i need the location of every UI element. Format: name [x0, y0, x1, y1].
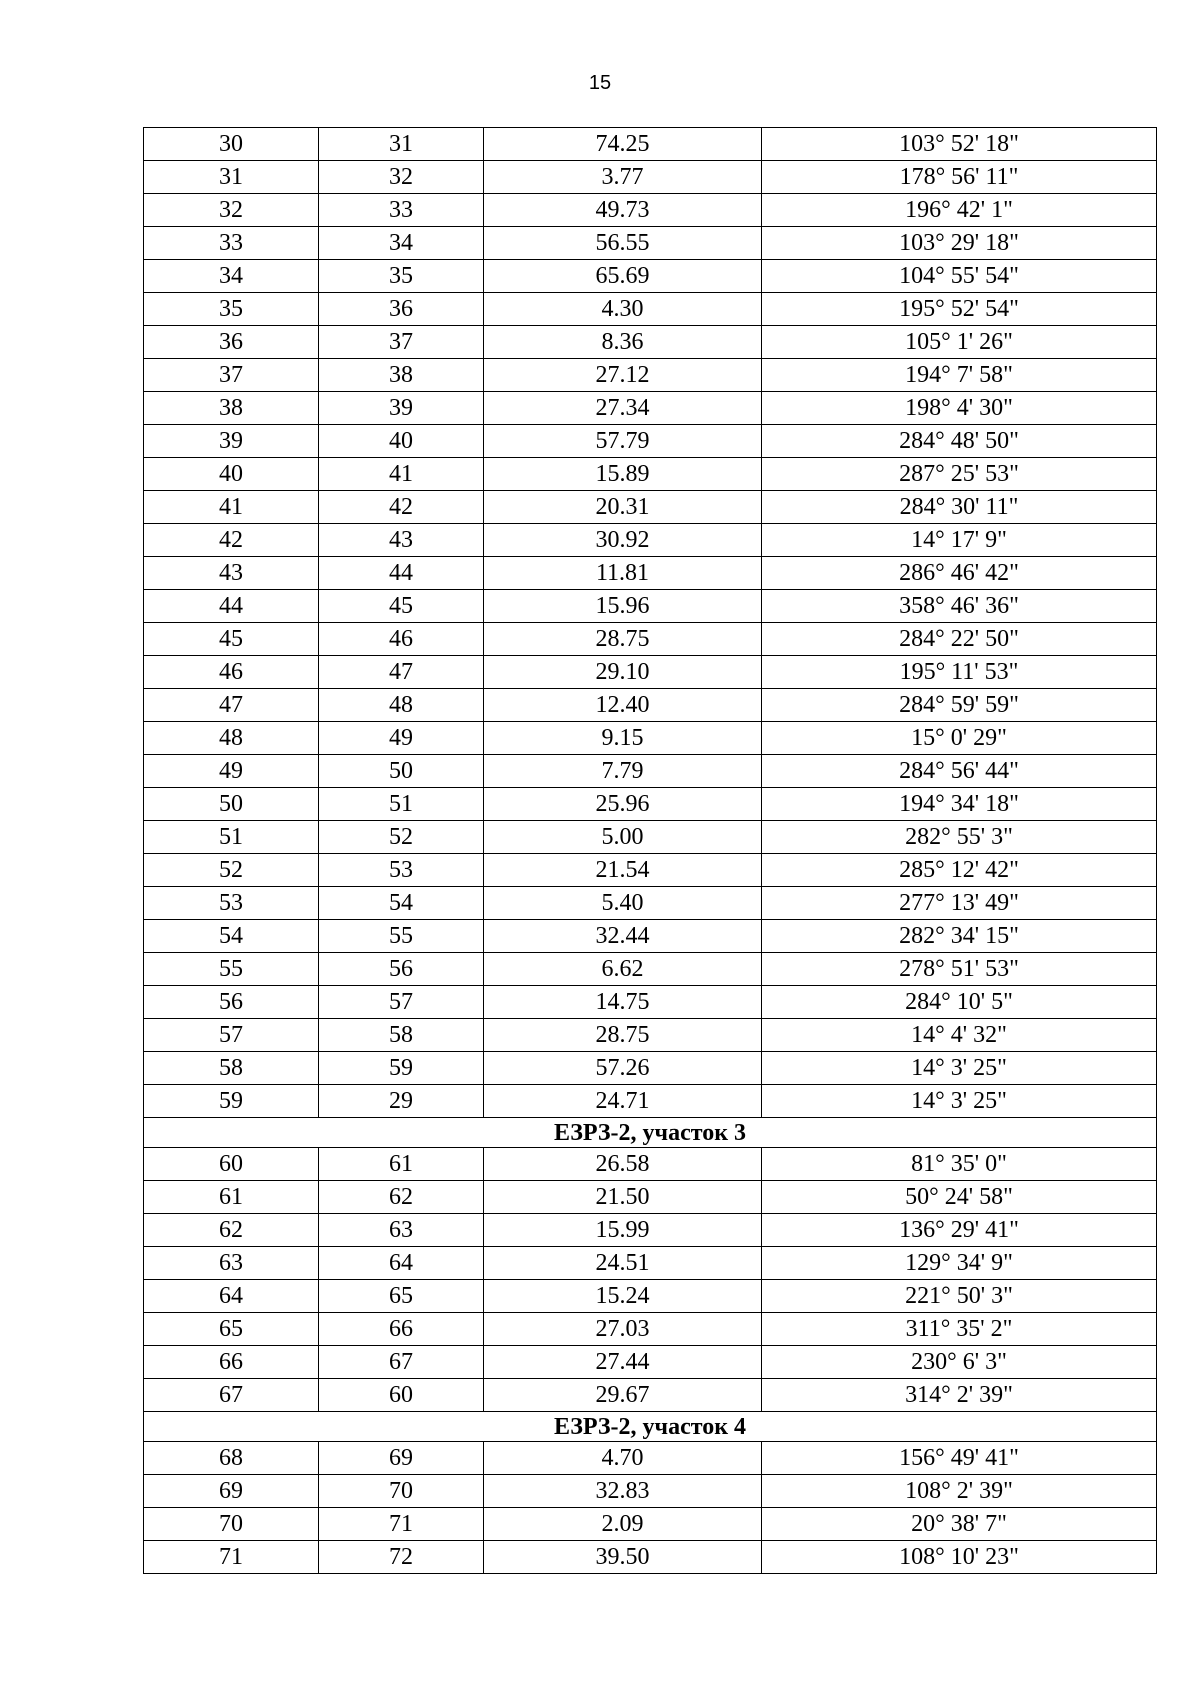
table-row [144, 887, 1157, 920]
table-row [144, 1508, 1157, 1541]
length-cell: 9.15 [484, 722, 762, 755]
from-point-cell: 40 [144, 458, 319, 491]
table-row [144, 656, 1157, 689]
bearing-cell: 198° 4' 30" [762, 392, 1157, 425]
to-point-cell: 39 [319, 392, 484, 425]
table-row [144, 953, 1157, 986]
bearing-cell: 194° 7' 58" [762, 359, 1157, 392]
bearing-cell: 14° 17' 9" [762, 524, 1157, 557]
length-cell: 39.50 [484, 1541, 762, 1574]
from-point-cell: 55 [144, 953, 319, 986]
to-point-cell: 63 [319, 1214, 484, 1247]
from-point-cell: 37 [144, 359, 319, 392]
bearing-cell: 103° 29' 18" [762, 227, 1157, 260]
bearing-cell: 104° 55' 54" [762, 260, 1157, 293]
from-point-cell: 45 [144, 623, 319, 656]
bearing-cell: 284° 10' 5" [762, 986, 1157, 1019]
to-point-cell: 42 [319, 491, 484, 524]
length-cell: 7.79 [484, 755, 762, 788]
bearing-cell: 284° 59' 59" [762, 689, 1157, 722]
from-point-cell: 33 [144, 227, 319, 260]
survey-table [143, 127, 1157, 1574]
bearing-cell: 136° 29' 41" [762, 1214, 1157, 1247]
table-row [144, 392, 1157, 425]
length-cell: 15.96 [484, 590, 762, 623]
to-point-cell: 60 [319, 1379, 484, 1412]
table-row [144, 326, 1157, 359]
length-cell: 49.73 [484, 194, 762, 227]
from-point-cell: 43 [144, 557, 319, 590]
table-row [144, 623, 1157, 656]
from-point-cell: 65 [144, 1313, 319, 1346]
table-row [144, 425, 1157, 458]
page-number: 15 [588, 72, 612, 94]
to-point-cell: 34 [319, 227, 484, 260]
bearing-cell: 286° 46' 42" [762, 557, 1157, 590]
to-point-cell: 52 [319, 821, 484, 854]
to-point-cell: 49 [319, 722, 484, 755]
section-header: ЕЗРЗ-2, участок 3 [144, 1118, 1157, 1148]
to-point-cell: 44 [319, 557, 484, 590]
to-point-cell: 54 [319, 887, 484, 920]
survey-table-body [144, 128, 1157, 1574]
from-point-cell: 47 [144, 689, 319, 722]
bearing-cell: 196° 42' 1" [762, 194, 1157, 227]
to-point-cell: 56 [319, 953, 484, 986]
table-row [144, 1280, 1157, 1313]
length-cell: 27.44 [484, 1346, 762, 1379]
length-cell: 3.77 [484, 161, 762, 194]
table-row [144, 128, 1157, 161]
bearing-cell: 358° 46' 36" [762, 590, 1157, 623]
length-cell: 24.71 [484, 1085, 762, 1118]
table-row [144, 1052, 1157, 1085]
table-row [144, 1313, 1157, 1346]
length-cell: 2.09 [484, 1508, 762, 1541]
bearing-cell: 287° 25' 53" [762, 458, 1157, 491]
table-row [144, 821, 1157, 854]
bearing-cell: 195° 52' 54" [762, 293, 1157, 326]
section-header: ЕЗРЗ-2, участок 4 [144, 1412, 1157, 1442]
from-point-cell: 31 [144, 161, 319, 194]
length-cell: 20.31 [484, 491, 762, 524]
from-point-cell: 54 [144, 920, 319, 953]
bearing-cell: 105° 1' 26" [762, 326, 1157, 359]
table-row [144, 1214, 1157, 1247]
length-cell: 21.50 [484, 1181, 762, 1214]
from-point-cell: 51 [144, 821, 319, 854]
from-point-cell: 56 [144, 986, 319, 1019]
bearing-cell: 284° 30' 11" [762, 491, 1157, 524]
table-row [144, 194, 1157, 227]
to-point-cell: 41 [319, 458, 484, 491]
from-point-cell: 50 [144, 788, 319, 821]
length-cell: 30.92 [484, 524, 762, 557]
length-cell: 27.34 [484, 392, 762, 425]
section-header-row [144, 1412, 1157, 1442]
to-point-cell: 69 [319, 1442, 484, 1475]
to-point-cell: 31 [319, 128, 484, 161]
table-row [144, 1085, 1157, 1118]
from-point-cell: 66 [144, 1346, 319, 1379]
from-point-cell: 39 [144, 425, 319, 458]
from-point-cell: 44 [144, 590, 319, 623]
to-point-cell: 67 [319, 1346, 484, 1379]
bearing-cell: 129° 34' 9" [762, 1247, 1157, 1280]
from-point-cell: 70 [144, 1508, 319, 1541]
length-cell: 8.36 [484, 326, 762, 359]
length-cell: 26.58 [484, 1148, 762, 1181]
table-row [144, 788, 1157, 821]
length-cell: 74.25 [484, 128, 762, 161]
bearing-cell: 14° 4' 32" [762, 1019, 1157, 1052]
table-row [144, 359, 1157, 392]
to-point-cell: 45 [319, 590, 484, 623]
bearing-cell: 15° 0' 29" [762, 722, 1157, 755]
from-point-cell: 32 [144, 194, 319, 227]
to-point-cell: 47 [319, 656, 484, 689]
to-point-cell: 43 [319, 524, 484, 557]
bearing-cell: 108° 2' 39" [762, 1475, 1157, 1508]
from-point-cell: 69 [144, 1475, 319, 1508]
from-point-cell: 30 [144, 128, 319, 161]
to-point-cell: 38 [319, 359, 484, 392]
table-row [144, 161, 1157, 194]
length-cell: 28.75 [484, 1019, 762, 1052]
from-point-cell: 61 [144, 1181, 319, 1214]
bearing-cell: 284° 22' 50" [762, 623, 1157, 656]
table-row [144, 1379, 1157, 1412]
to-point-cell: 51 [319, 788, 484, 821]
bearing-cell: 156° 49' 41" [762, 1442, 1157, 1475]
to-point-cell: 66 [319, 1313, 484, 1346]
to-point-cell: 55 [319, 920, 484, 953]
from-point-cell: 34 [144, 260, 319, 293]
bearing-cell: 230° 6' 3" [762, 1346, 1157, 1379]
to-point-cell: 35 [319, 260, 484, 293]
length-cell: 12.40 [484, 689, 762, 722]
from-point-cell: 64 [144, 1280, 319, 1313]
from-point-cell: 52 [144, 854, 319, 887]
to-point-cell: 65 [319, 1280, 484, 1313]
to-point-cell: 40 [319, 425, 484, 458]
to-point-cell: 53 [319, 854, 484, 887]
to-point-cell: 46 [319, 623, 484, 656]
length-cell: 15.24 [484, 1280, 762, 1313]
length-cell: 56.55 [484, 227, 762, 260]
from-point-cell: 42 [144, 524, 319, 557]
to-point-cell: 72 [319, 1541, 484, 1574]
table-row [144, 1475, 1157, 1508]
length-cell: 25.96 [484, 788, 762, 821]
length-cell: 4.30 [484, 293, 762, 326]
length-cell: 4.70 [484, 1442, 762, 1475]
length-cell: 29.67 [484, 1379, 762, 1412]
bearing-cell: 285° 12' 42" [762, 854, 1157, 887]
length-cell: 65.69 [484, 260, 762, 293]
from-point-cell: 48 [144, 722, 319, 755]
table-row [144, 590, 1157, 623]
from-point-cell: 35 [144, 293, 319, 326]
table-row [144, 227, 1157, 260]
to-point-cell: 29 [319, 1085, 484, 1118]
length-cell: 24.51 [484, 1247, 762, 1280]
bearing-cell: 81° 35' 0" [762, 1148, 1157, 1181]
bearing-cell: 178° 56' 11" [762, 161, 1157, 194]
bearing-cell: 14° 3' 25" [762, 1052, 1157, 1085]
length-cell: 57.26 [484, 1052, 762, 1085]
table-row [144, 1148, 1157, 1181]
section-header-row [144, 1118, 1157, 1148]
bearing-cell: 277° 13' 49" [762, 887, 1157, 920]
to-point-cell: 50 [319, 755, 484, 788]
table-row [144, 1346, 1157, 1379]
length-cell: 32.83 [484, 1475, 762, 1508]
from-point-cell: 71 [144, 1541, 319, 1574]
length-cell: 29.10 [484, 656, 762, 689]
from-point-cell: 60 [144, 1148, 319, 1181]
from-point-cell: 62 [144, 1214, 319, 1247]
bearing-cell: 282° 55' 3" [762, 821, 1157, 854]
bearing-cell: 195° 11' 53" [762, 656, 1157, 689]
table-row [144, 755, 1157, 788]
length-cell: 6.62 [484, 953, 762, 986]
bearing-cell: 194° 34' 18" [762, 788, 1157, 821]
to-point-cell: 59 [319, 1052, 484, 1085]
length-cell: 14.75 [484, 986, 762, 1019]
table-row [144, 1247, 1157, 1280]
from-point-cell: 53 [144, 887, 319, 920]
table-row [144, 1442, 1157, 1475]
length-cell: 15.99 [484, 1214, 762, 1247]
bearing-cell: 221° 50' 3" [762, 1280, 1157, 1313]
to-point-cell: 64 [319, 1247, 484, 1280]
bearing-cell: 20° 38' 7" [762, 1508, 1157, 1541]
to-point-cell: 70 [319, 1475, 484, 1508]
length-cell: 28.75 [484, 623, 762, 656]
to-point-cell: 32 [319, 161, 484, 194]
from-point-cell: 67 [144, 1379, 319, 1412]
length-cell: 11.81 [484, 557, 762, 590]
table-row [144, 1181, 1157, 1214]
to-point-cell: 48 [319, 689, 484, 722]
from-point-cell: 58 [144, 1052, 319, 1085]
bearing-cell: 314° 2' 39" [762, 1379, 1157, 1412]
bearing-cell: 14° 3' 25" [762, 1085, 1157, 1118]
table-row [144, 524, 1157, 557]
length-cell: 27.03 [484, 1313, 762, 1346]
bearing-cell: 284° 56' 44" [762, 755, 1157, 788]
table-row [144, 491, 1157, 524]
from-point-cell: 63 [144, 1247, 319, 1280]
table-row [144, 1019, 1157, 1052]
bearing-cell: 311° 35' 2" [762, 1313, 1157, 1346]
length-cell: 15.89 [484, 458, 762, 491]
length-cell: 21.54 [484, 854, 762, 887]
to-point-cell: 57 [319, 986, 484, 1019]
bearing-cell: 103° 52' 18" [762, 128, 1157, 161]
length-cell: 57.79 [484, 425, 762, 458]
length-cell: 27.12 [484, 359, 762, 392]
length-cell: 5.00 [484, 821, 762, 854]
table-row [144, 293, 1157, 326]
length-cell: 32.44 [484, 920, 762, 953]
from-point-cell: 41 [144, 491, 319, 524]
to-point-cell: 58 [319, 1019, 484, 1052]
table-row [144, 722, 1157, 755]
table-row [144, 458, 1157, 491]
table-row [144, 689, 1157, 722]
from-point-cell: 49 [144, 755, 319, 788]
table-row [144, 557, 1157, 590]
to-point-cell: 71 [319, 1508, 484, 1541]
table-row [144, 986, 1157, 1019]
table-row [144, 920, 1157, 953]
bearing-cell: 50° 24' 58" [762, 1181, 1157, 1214]
table-row [144, 1541, 1157, 1574]
bearing-cell: 282° 34' 15" [762, 920, 1157, 953]
bearing-cell: 108° 10' 23" [762, 1541, 1157, 1574]
from-point-cell: 68 [144, 1442, 319, 1475]
to-point-cell: 36 [319, 293, 484, 326]
to-point-cell: 33 [319, 194, 484, 227]
from-point-cell: 36 [144, 326, 319, 359]
from-point-cell: 46 [144, 656, 319, 689]
length-cell: 5.40 [484, 887, 762, 920]
from-point-cell: 59 [144, 1085, 319, 1118]
to-point-cell: 61 [319, 1148, 484, 1181]
bearing-cell: 278° 51' 53" [762, 953, 1157, 986]
from-point-cell: 38 [144, 392, 319, 425]
to-point-cell: 37 [319, 326, 484, 359]
table-row [144, 854, 1157, 887]
to-point-cell: 62 [319, 1181, 484, 1214]
bearing-cell: 284° 48' 50" [762, 425, 1157, 458]
table-row [144, 260, 1157, 293]
from-point-cell: 57 [144, 1019, 319, 1052]
